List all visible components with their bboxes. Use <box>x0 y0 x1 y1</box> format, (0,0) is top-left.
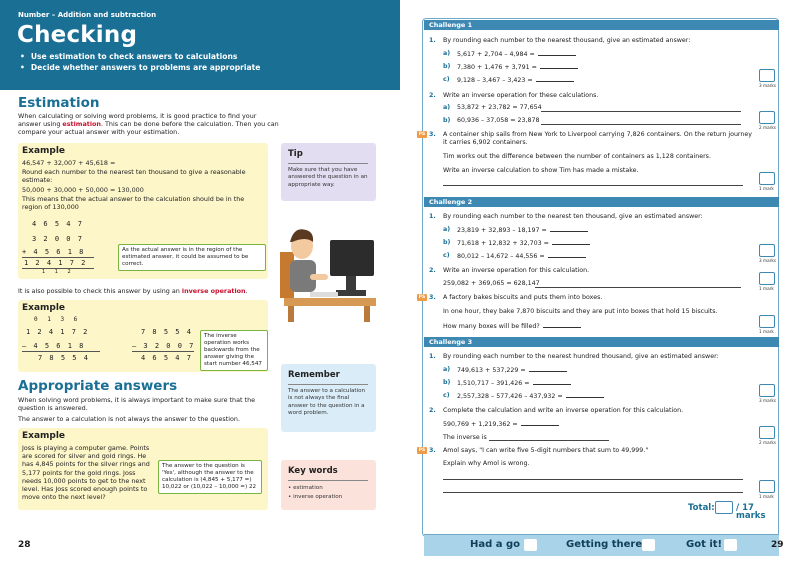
sum-row-4: 1 2 4 1 7 2 <box>24 259 86 267</box>
desk-leg <box>288 306 294 322</box>
getting-there-checkbox[interactable] <box>642 539 655 551</box>
page-number-left: 28 <box>18 540 31 550</box>
c2-q3-text-2: In one hour, they bake 7,870 biscuits and they are put into boxes that hold 15 biscuits. <box>443 308 718 315</box>
c1-q3-text-3: Write an inverse calculation to show Tim has made a mistake. <box>443 167 639 174</box>
remember-divider <box>288 384 368 385</box>
boy-arm <box>310 274 328 280</box>
total-suffix: / 17 marks <box>736 503 766 521</box>
c3-q1a[interactable]: 749,613 + 537,229 = <box>457 366 567 375</box>
c2-q3-ps-badge: PS <box>418 295 426 300</box>
challenge-panel <box>418 18 779 550</box>
tip-divider <box>288 163 368 164</box>
had-a-go-checkbox[interactable] <box>524 539 537 551</box>
c3-q2-mark-box[interactable] <box>759 426 775 439</box>
c1-q1-marks: 3 marks <box>759 83 776 88</box>
sub-row-1: 1 2 4 1 7 2 <box>26 328 88 336</box>
c3-q1c[interactable]: 2,557,328 – 577,426 – 437,932 = <box>457 392 604 401</box>
c2-q2-number: 2. <box>429 267 436 274</box>
sum-row-1: 4 6 5 4 7 <box>32 220 82 228</box>
c1-q3-ps-badge: PS <box>418 132 426 137</box>
c3-q1b[interactable]: 1,510,717 – 391,426 = <box>457 379 571 388</box>
c1-q2-text: Write an inverse operation for these calculations. <box>443 92 599 99</box>
estimation-intro: When calculating or solving word problems, it is good practice to find your answer using estimation. This can be done before the calculation. Then you can compare your actual answer with your estimation. <box>18 112 279 137</box>
c1-q2b-label: b) <box>443 117 451 124</box>
c3-q1-number: 1. <box>429 353 436 360</box>
example-1-line1: 46,547 + 32,007 + 45,618 = <box>22 159 116 167</box>
c1-q1-text: By rounding each number to the nearest thousand, give an estimated answer: <box>443 37 691 44</box>
self-assessment-bar <box>424 534 779 556</box>
remember-heading: Remember <box>288 370 340 380</box>
key-words-heading: Key words <box>288 466 338 476</box>
c1-q1b[interactable]: 7,380 + 1,476 + 3,791 = <box>457 63 578 72</box>
c3-q1a-label: a) <box>443 366 451 373</box>
c2-q2-mark-box[interactable] <box>759 272 775 285</box>
sum-row-2: 3 2 0 0 7 <box>32 235 82 243</box>
had-a-go-label: Had a go <box>470 539 521 550</box>
c1-q1b-label: b) <box>443 63 451 70</box>
monitor <box>330 240 374 276</box>
c2-q1b[interactable]: 71,618 + 12,832 + 32,703 = <box>457 239 590 248</box>
c3-q3-text: Amol says, "I can write five 5-digit numbers that sum to 49,999." <box>443 447 649 454</box>
example-1-line3: 50,000 + 30,000 + 50,000 = 130,000 <box>22 186 144 194</box>
example-1-line4: This means that the actual answer to the calculation should be in the region of 130,000 <box>22 195 245 212</box>
check-row-1: 7 8 5 5 4 <box>141 328 191 336</box>
c1-q2a-answer-line[interactable] <box>541 111 741 112</box>
subject-label: Number – Addition and subtraction <box>18 11 157 19</box>
c1-q1-number: 1. <box>429 37 436 44</box>
c2-q1c-label: c) <box>443 252 450 259</box>
c2-q3-number: 3. <box>429 294 436 301</box>
c2-q2a: 259,082 + 369,065 = 628,147 <box>443 280 540 287</box>
example-3-heading: Example <box>22 431 66 441</box>
c1-q3-mark-box[interactable] <box>759 172 775 185</box>
example-3-callout: The answer to the question is 'Yes', although the answer to the calculation is (4,845 + 5,177 =) 10,022 or (10,022 – 10,000 =) 22 <box>158 460 262 494</box>
monitor-stand <box>346 276 356 290</box>
c3-q2b: The inverse is <box>443 434 487 441</box>
objective-2: • Decide whether answers to problems are appropriate <box>20 63 260 72</box>
c1-q3-text: A container ship sails from New York to Liverpool carrying 7,826 containers. On the return journey it carries 6,902 containers. <box>443 131 753 146</box>
c2-q2-marks: 1 mark <box>759 286 774 291</box>
total-box[interactable] <box>715 501 733 514</box>
challenge-1-header: Challenge 1 <box>424 20 779 30</box>
page-title: Checking <box>17 22 138 48</box>
got-it-checkbox[interactable] <box>724 539 737 551</box>
sub-row-2: – 4 5 6 1 8 <box>22 342 84 350</box>
borrow-row: 0 1 3 6 <box>34 316 78 323</box>
desk-leg <box>364 306 370 322</box>
c1-q3-answer-line[interactable] <box>443 185 743 186</box>
example-2-heading: Example <box>22 303 66 313</box>
c1-q1a[interactable]: 5,617 + 2,704 – 4,984 = <box>457 50 576 59</box>
key-word-1: • estimation <box>288 485 323 491</box>
c1-q2b-answer-line[interactable] <box>541 124 741 125</box>
monitor-base <box>336 290 366 296</box>
c3-q3-text-2: Explain why Amol is wrong. <box>443 460 530 467</box>
getting-there-label: Getting there <box>566 539 643 550</box>
c1-q3-text-2: Tim works out the difference between the number of containers as 1,128 containers. <box>443 153 711 160</box>
c3-q1-mark-box[interactable] <box>759 384 775 397</box>
desk <box>284 298 376 306</box>
c1-q2a: 53,872 + 23,782 = 77,654 <box>457 104 542 111</box>
example-2-callout: The inverse operation works backwards from the answer giving the start number 46,547 <box>200 330 268 371</box>
key-word-2: • inverse operation <box>288 494 343 500</box>
c2-q1c[interactable]: 80,012 – 14,672 – 44,556 = <box>457 252 586 261</box>
keyboard <box>310 292 338 297</box>
c1-q2-mark-box[interactable] <box>759 111 775 124</box>
carry-digits: 1 1 2 <box>42 269 71 275</box>
c2-q3-mark-box[interactable] <box>759 315 775 328</box>
sub-row-3: 7 8 5 5 4 <box>38 354 88 362</box>
sum-line <box>22 257 94 258</box>
c3-q3-number: 3. <box>429 447 436 454</box>
c1-q3-marks: 1 mark <box>759 186 774 191</box>
example-1-callout: As the actual answer is in the region of the estimated answer, it could be assumed to be correct. <box>118 244 266 271</box>
c3-q1-text: By rounding each number to the nearest hundred thousand, give an estimated answer: <box>443 353 719 360</box>
c1-q2-marks: 2 marks <box>759 125 776 130</box>
c1-q2-number: 2. <box>429 92 436 99</box>
got-it-label: Got it! <box>686 539 723 550</box>
sub-line <box>22 351 100 352</box>
example-3-text: Joss is playing a computer game. Points are scored for silver and gold rings. He has 4,845 points for the silver rings and 5,177 points for the gold rings. Joss needs 10,000 points to get to the next level. Has Joss scored enough points to move onto the next level? <box>22 444 150 502</box>
check-row-3: 4 6 5 4 7 <box>141 354 191 362</box>
c1-q1c[interactable]: 9,128 – 3,467 – 3,423 = <box>457 76 574 85</box>
key-words-divider <box>288 480 368 481</box>
challenge-2-header: Challenge 2 <box>424 197 779 207</box>
c2-q3-text-3[interactable]: How many boxes will be filled? <box>443 322 581 331</box>
sum-row-3: + 4 5 6 1 8 <box>22 248 84 256</box>
remember-text: The answer to a calculation is not always the final answer to the question in a word problem. <box>288 388 366 417</box>
appropriate-heading: Appropriate answers <box>18 378 178 394</box>
c1-q2a-label: a) <box>443 104 451 111</box>
c3-q1-marks: 3 marks <box>759 398 776 403</box>
c2-q1-mark-box[interactable] <box>759 244 775 257</box>
c2-q1-marks: 3 marks <box>759 258 776 263</box>
c2-q1b-label: b) <box>443 239 451 246</box>
tip-box <box>281 143 376 201</box>
total-label: Total: <box>688 503 715 513</box>
c2-q3-text: A factory bakes biscuits and puts them into boxes. <box>443 294 603 301</box>
example-1-heading: Example <box>22 146 66 156</box>
c1-q1-mark-box[interactable] <box>759 69 775 82</box>
tip-text: Make sure that you have answered the question in an appropriate way. <box>288 167 368 188</box>
key-words-box <box>281 460 376 510</box>
inverse-text: It is also possible to check this answer by using an inverse operation. <box>18 287 248 295</box>
boy-at-computer-illustration <box>280 212 380 324</box>
c2-q1-number: 1. <box>429 213 436 220</box>
c3-q2-marks: 2 marks <box>759 440 776 445</box>
c3-q3-marks: 1 mark <box>759 494 774 499</box>
c1-q1a-label: a) <box>443 50 451 57</box>
c2-q1a-label: a) <box>443 226 451 233</box>
page-number-right: 29 <box>771 540 784 550</box>
example-1-line2: Round each number to the nearest ten thousand to give a reasonable estimate: <box>22 168 246 185</box>
right-page <box>400 0 800 565</box>
c1-q1c-label: c) <box>443 76 450 83</box>
c3-q3-mark-box[interactable] <box>759 480 775 493</box>
remember-box <box>281 364 376 432</box>
c2-q3-marks: 1 mark <box>759 329 774 334</box>
c3-q3-answer-line-1[interactable] <box>443 479 743 480</box>
check-line <box>132 351 194 352</box>
c1-q2b: 60,936 – 37,058 = 23,878 <box>457 117 540 124</box>
c2-q2-text: Write an inverse operation for this calculation. <box>443 267 590 274</box>
check-row-2: – 3 2 0 0 7 <box>132 342 194 350</box>
estimation-heading: Estimation <box>18 95 100 111</box>
c3-q2b-answer-line[interactable] <box>489 440 609 441</box>
c3-q1b-label: b) <box>443 379 451 386</box>
c3-q2a[interactable]: 590,769 + 1,219,362 = <box>443 420 559 429</box>
c3-q2-text: Complete the calculation and write an inverse operation for this calculation. <box>443 407 684 414</box>
tip-heading: Tip <box>288 149 303 159</box>
objective-1: • Use estimation to check answers to calculations <box>20 52 237 61</box>
c2-q1a[interactable]: 23,819 + 32,893 – 18,197 = <box>457 226 588 235</box>
c2-q1-text: By rounding each number to the nearest ten thousand, give an estimated answer: <box>443 213 703 220</box>
c3-q1c-label: c) <box>443 392 450 399</box>
c3-q3-ps-badge: PS <box>418 448 426 453</box>
challenge-3-header: Challenge 3 <box>424 337 779 347</box>
appropriate-p1: When solving word problems, it is always important to make sure that the question is answered. <box>18 396 256 413</box>
c1-q3-number: 3. <box>429 131 436 138</box>
c2-q2-answer-line[interactable] <box>535 287 741 288</box>
appropriate-p2: The answer to a calculation is not always the answer to the question. <box>18 415 241 423</box>
c3-q3-answer-line-2[interactable] <box>443 492 743 493</box>
c3-q2-number: 2. <box>429 407 436 414</box>
